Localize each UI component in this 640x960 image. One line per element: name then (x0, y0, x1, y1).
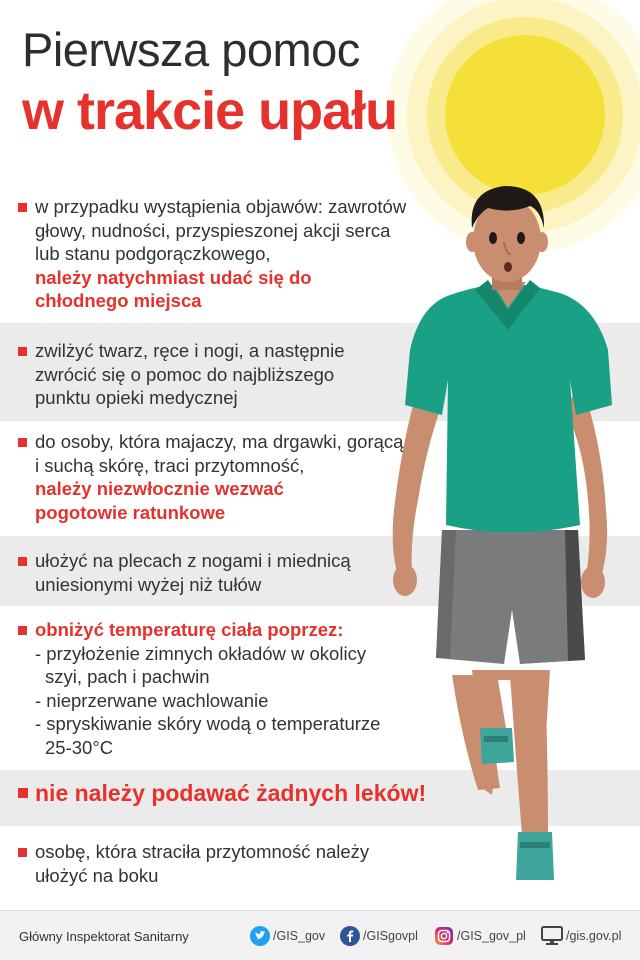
item-1-highlight: należy natychmiast udać się do chłodnego miejsca (35, 266, 312, 311)
facebook-link[interactable] (340, 925, 418, 947)
item-1-text: w przypadku wystąpienia objawów: zawrotów głowy, nudności, przyspieszonej akcji serca lub stanu podgorączkowego, (35, 196, 407, 264)
website-link[interactable] (541, 925, 621, 947)
list-item-1 (18, 195, 418, 313)
footer (0, 910, 640, 960)
list-item-5 (18, 618, 418, 759)
bullet-square-icon (18, 848, 27, 857)
website-url: /gis.gov.pl (566, 929, 622, 943)
list-item-2 (18, 339, 418, 410)
warning-text: nie należy podawać żadnych leków! (35, 780, 427, 806)
bullet-square-icon (18, 557, 27, 566)
list-item-6 (18, 840, 418, 887)
title-line-1: Pierwsza pomoc (22, 23, 360, 76)
instagram-handle: /GIS_gov_pl (457, 929, 526, 943)
subitem-1: - przyłożenie zimnych okładów w okolicy szyi, pach i pachwin (35, 642, 367, 687)
monitor-icon (541, 926, 563, 946)
warning-line (18, 780, 478, 807)
organization-name: Główny Inspektorat Sanitarny (19, 929, 189, 944)
list-item-3 (18, 430, 418, 524)
item-2-text: zwilżyć twarz, ręce i nogi, a następnie zwrócić się o pomoc do najbliższego punktu opieki medycznej (35, 340, 345, 408)
bullet-square-icon (18, 788, 28, 798)
bullet-square-icon (18, 203, 27, 212)
subitem-3: - spryskiwanie skóry wodą o temperaturze 25-30°C (35, 713, 381, 758)
list-item-4 (18, 549, 418, 596)
instagram-link[interactable] (434, 925, 526, 947)
item-3-text: do osoby, która majaczy, ma drgawki, gorącą i suchą skórę, traci przytomność, (35, 431, 404, 476)
facebook-handle: /GISgovpl (363, 929, 418, 943)
bullet-square-icon (18, 347, 27, 356)
item-6-text: osobę, która straciła przytomność należy ułożyć na boku (35, 841, 370, 886)
item-4-text: ułożyć na plecach z nogami i miednicą uniesionymi wyżej niż tułów (35, 550, 351, 595)
bullet-square-icon (18, 438, 27, 447)
bullet-square-icon (18, 626, 27, 635)
item-3-highlight: należy niezwłocznie wezwać pogotowie ratunkowe (35, 478, 284, 523)
item-5-highlight: obniżyć temperaturę ciała poprzez: (35, 619, 344, 640)
subitem-2: - nieprzerwane wachlowanie (35, 689, 269, 711)
instagram-icon (434, 926, 454, 946)
twitter-link[interactable] (250, 925, 325, 947)
title-line-2: w trakcie upału (22, 81, 398, 141)
twitter-handle: /GIS_gov (273, 929, 326, 943)
facebook-icon (340, 926, 360, 946)
twitter-icon (250, 926, 270, 946)
